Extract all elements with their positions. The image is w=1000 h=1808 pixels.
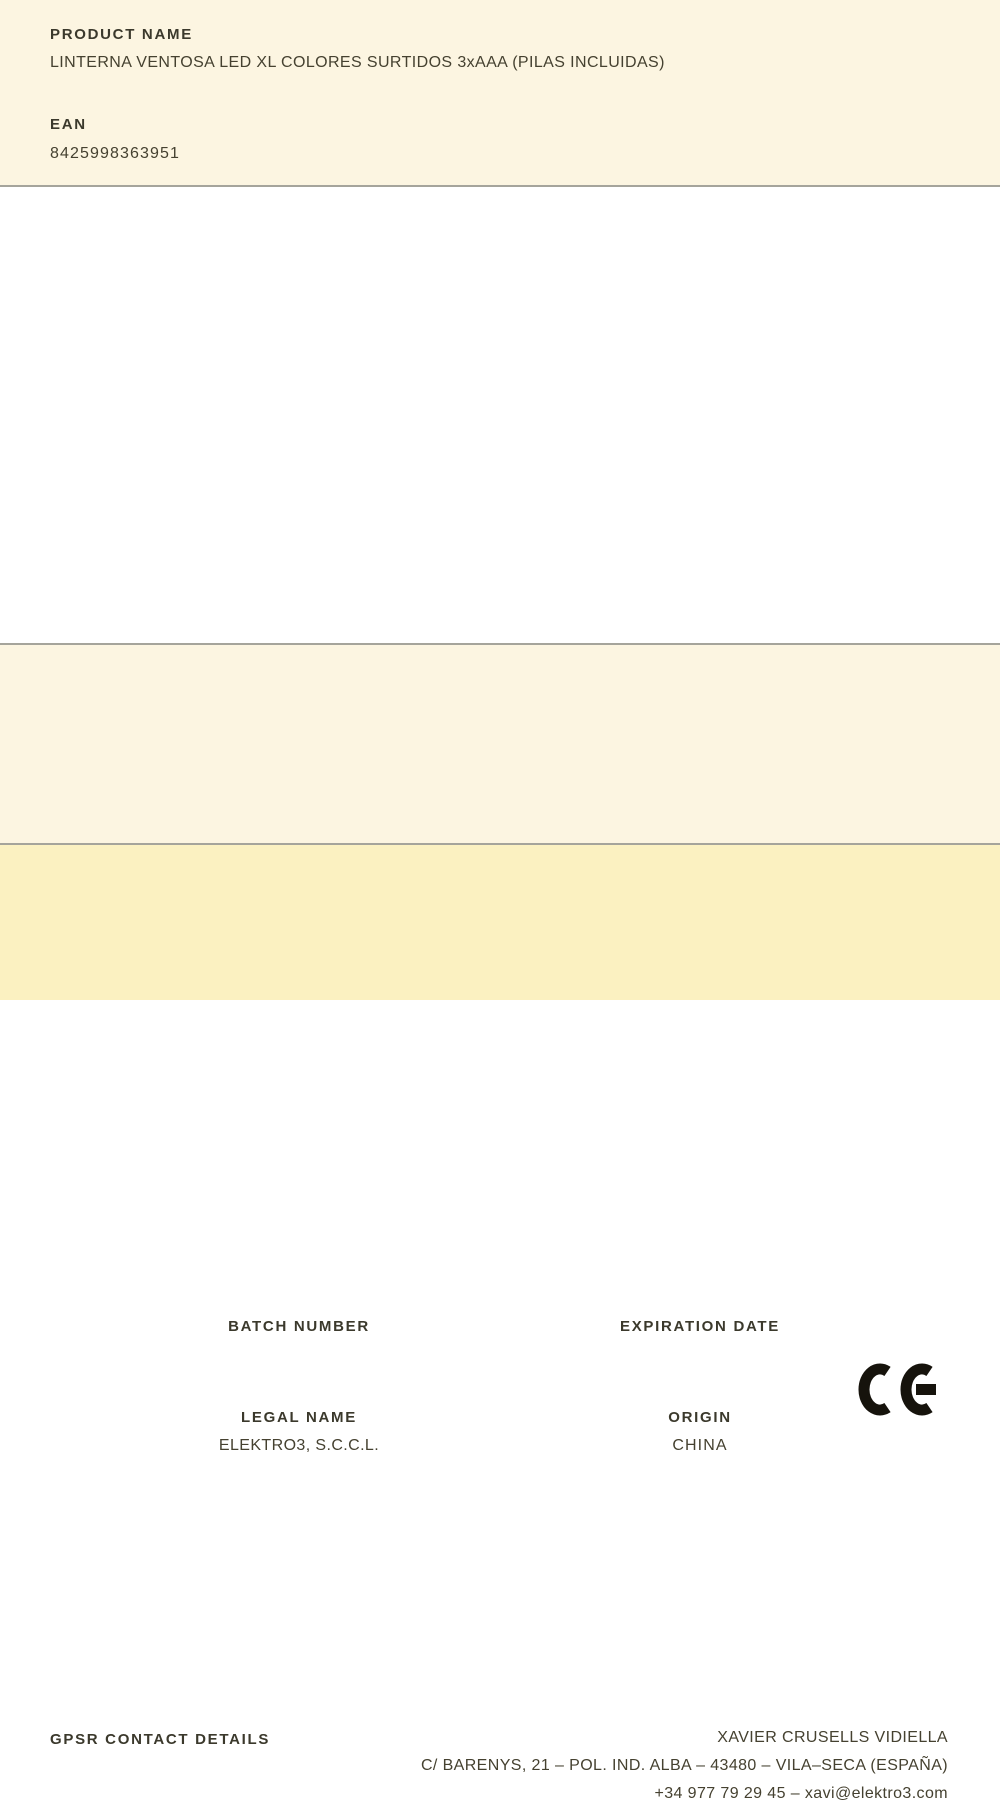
product-name-label: PRODUCT NAME <box>50 26 193 43</box>
product-image-area <box>0 187 1000 643</box>
expiration-date-label: EXPIRATION DATE <box>620 1318 780 1335</box>
gpsr-contact-phone-email: +34 977 79 29 45 – xavi@elektro3.com <box>654 1785 948 1802</box>
origin-field <box>500 1409 900 1456</box>
legal-name-value: ELEKTRO3, S.C.C.L. <box>218 1437 380 1454</box>
batch-number-label: BATCH NUMBER <box>228 1318 370 1335</box>
product-info-section <box>0 0 1000 185</box>
ce-marking-icon <box>858 1361 938 1418</box>
product-details-section <box>0 645 1000 1454</box>
gpsr-contact-address: C/ BARENYS, 21 – POL. IND. ALBA – 43480 – VILA–SECA (ESPAÑA) <box>420 1757 948 1774</box>
legal-name-field <box>99 1409 499 1456</box>
gpsr-contact-name: XAVIER CRUSELLS VIDIELLA <box>717 1729 948 1746</box>
batch-number-field <box>99 1318 499 1336</box>
origin-label: ORIGIN <box>668 1409 732 1426</box>
gpsr-contact-label: GPSR CONTACT DETAILS <box>50 1731 271 1748</box>
origin-value: CHINA <box>672 1437 728 1454</box>
ean-label: EAN <box>50 116 87 133</box>
gpsr-contact-lines <box>421 1724 948 1808</box>
expiration-date-field <box>500 1318 900 1336</box>
legal-name-label: LEGAL NAME <box>241 1409 357 1426</box>
ean-value: 8425998363951 <box>50 145 180 162</box>
product-name-value: LINTERNA VENTOSA LED XL COLORES SURTIDOS 3xAAA (PILAS INCLUIDAS) <box>50 54 665 71</box>
